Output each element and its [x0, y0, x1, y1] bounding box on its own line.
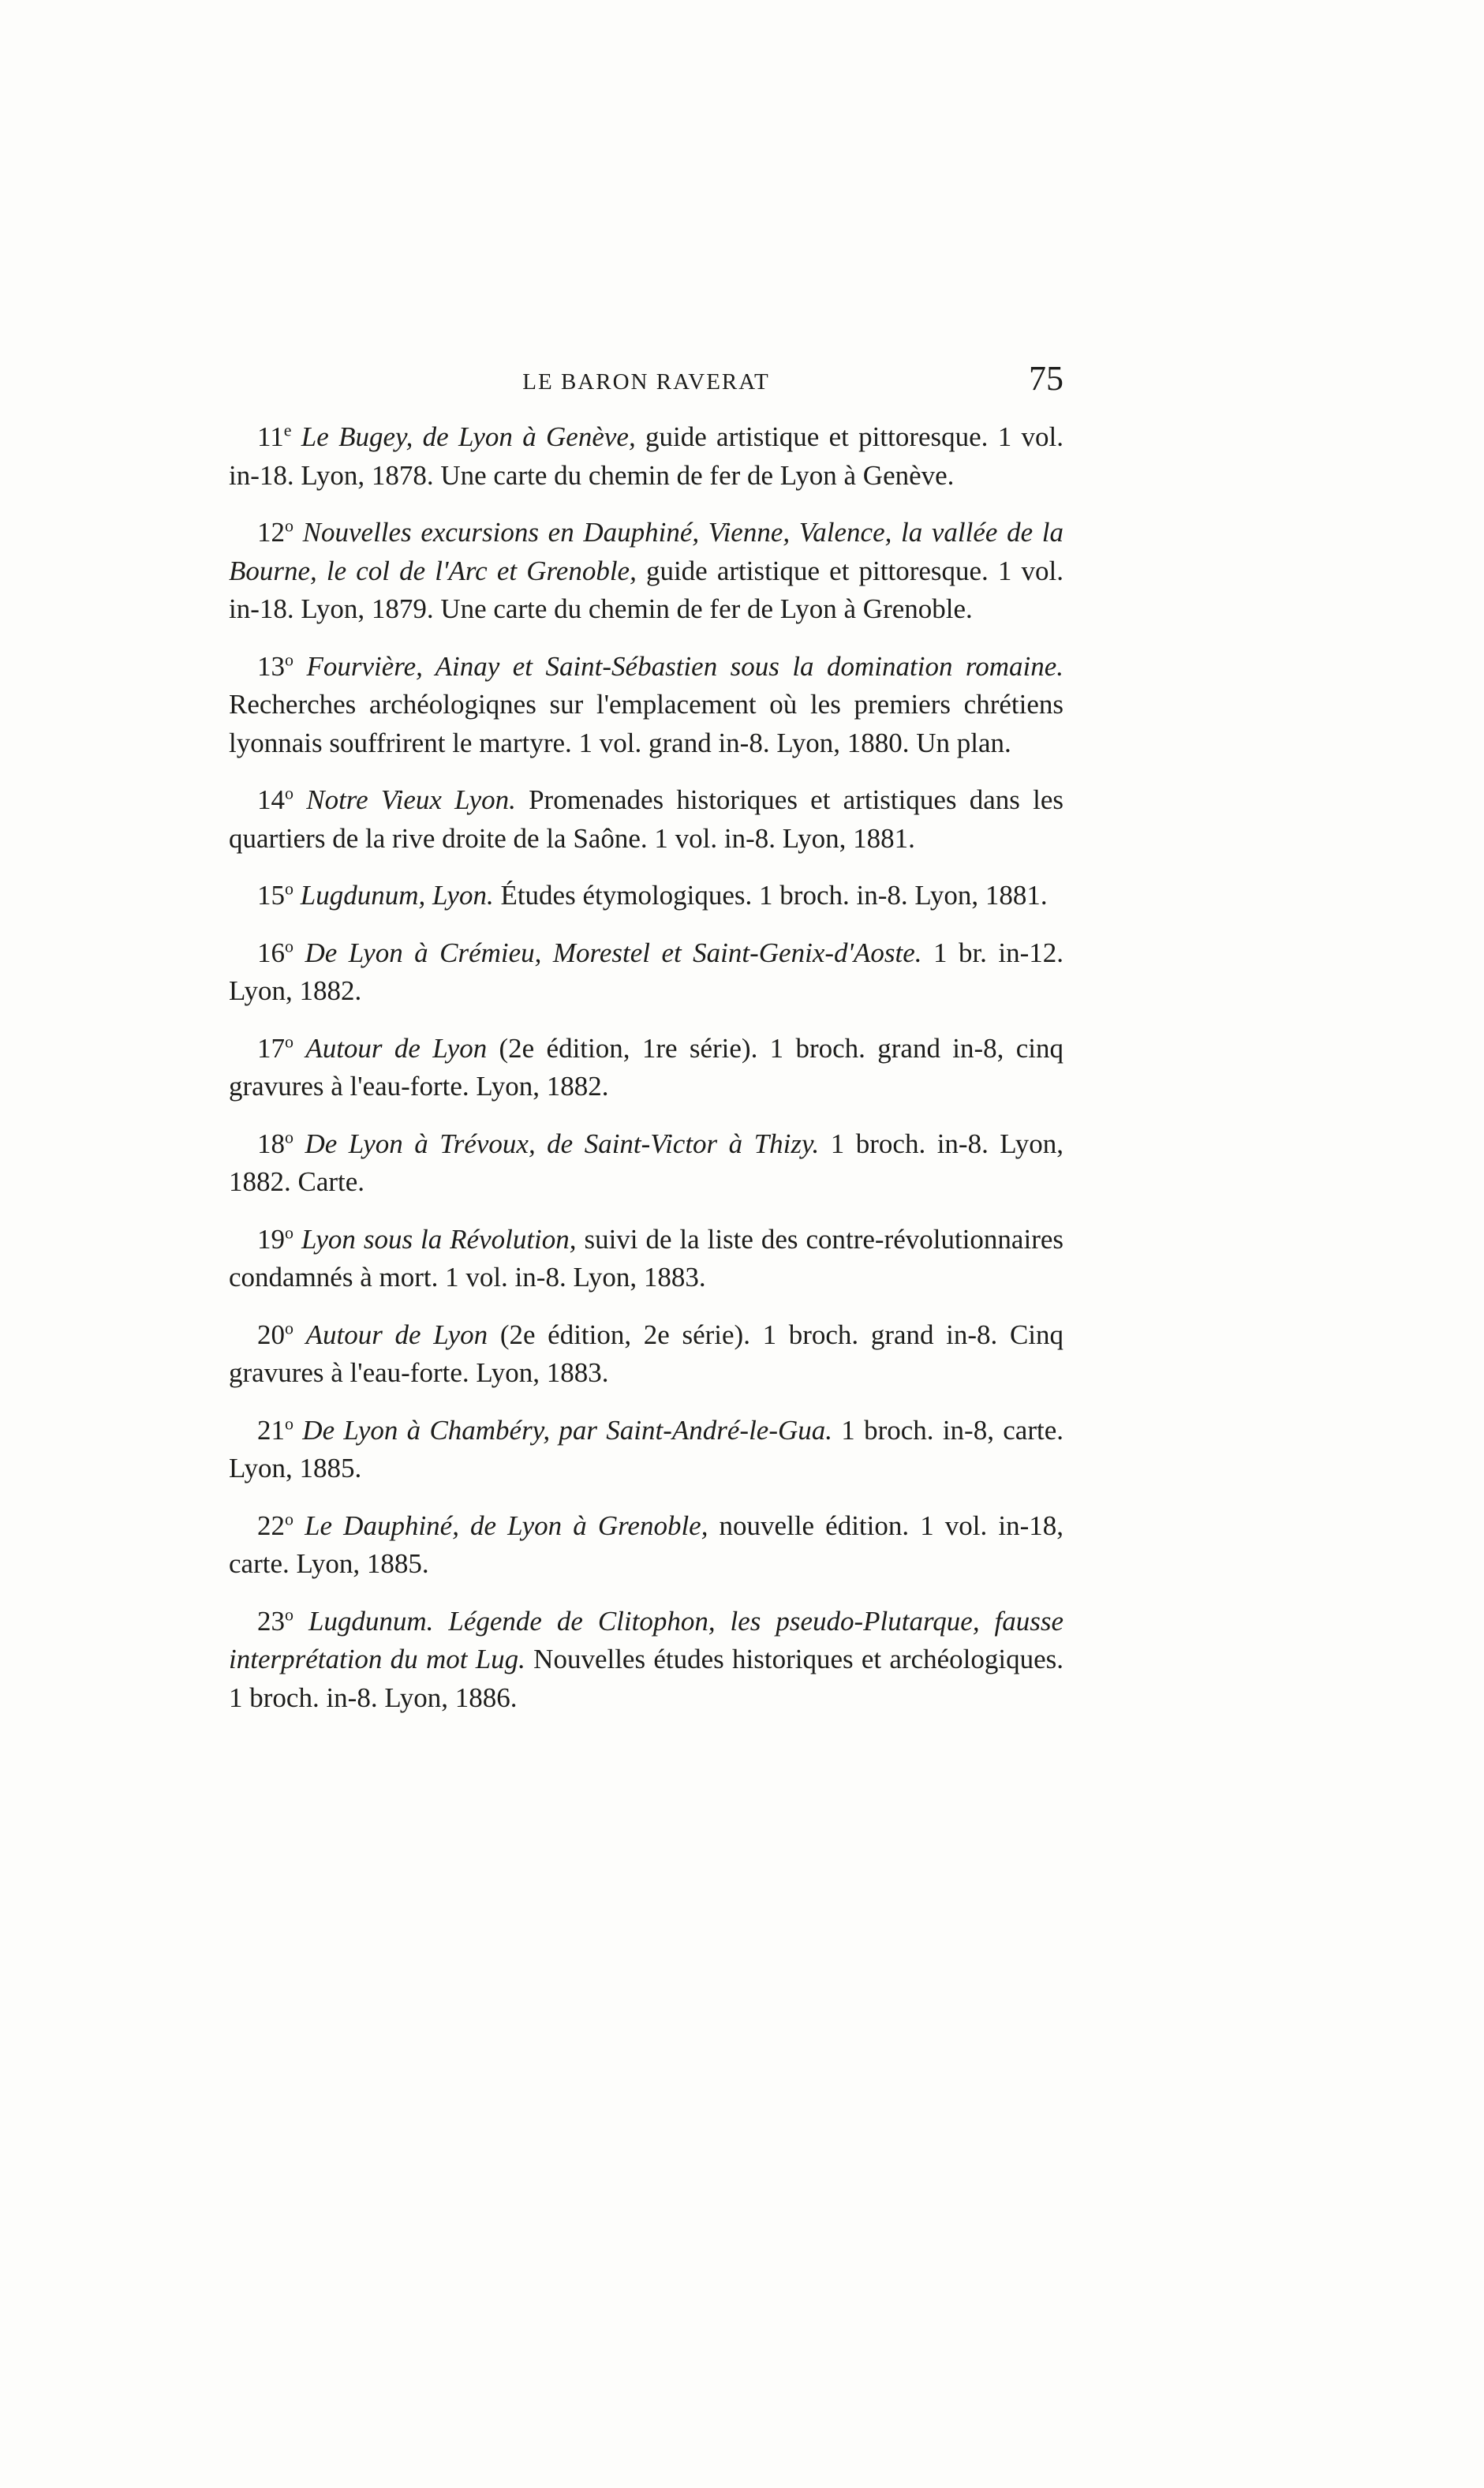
page-number: 75 [1029, 359, 1063, 398]
bibliography-entry: 12$^o$ Nouvelles excursions en Dauphiné, Vienne, Valence, la vallée de la Bourne, le col de l'Arc et Grenoble, guide artistique et pittoresque. 1 vol. in-18. Lyon, 1879. Une carte du chemin de fer de Lyon à Grenoble. [229, 515, 1063, 624]
page-header [229, 358, 1063, 406]
bibliography-entry: 20$^o$ Autour de Lyon (2e édition, 2e série). 1 broch. grand in-8. Cinq gravures à l'eau-forte. Lyon, 1883. [229, 1317, 1064, 1388]
bibliography-entry: 17$^o$ Autour de Lyon (2e édition, 1re série). 1 broch. grand in-8, cinq gravures à l'eau-forte. Lyon, 1882. [229, 1031, 1063, 1102]
bibliography-entry: 16$^o$ De Lyon à Crémieu, Morestel et Saint-Genix-d'Aoste. 1 br. in-12. Lyon, 1882. [229, 935, 1064, 1006]
bibliography-entry: 19$^o$ Lyon sous la Révolution, suivi de la liste des contre-révolutionnaires condamnés à mort. 1 vol. in-8. Lyon, 1883. [229, 1222, 1063, 1293]
bibliography-entry: 13$^o$ Fourvière, Ainay et Saint-Sébastien sous la domination romaine. Recherches archéologiqnes sur l'emplacement où les premiers chrétiens lyonnais souffrirent le martyre. 1 vol. grand in-8. Lyon, 1880. Un plan. [229, 649, 1063, 758]
bibliography-entry: 22$^o$ Le Dauphiné, de Lyon à Grenoble, nouvelle édition. 1 vol. in-18, carte. Lyon, 1885. [229, 1508, 1064, 1579]
running-title: LE BARON RAVERAT [522, 369, 770, 395]
bibliography-entry: 23$^o$ Lugdunum. Légende de Clitophon, les pseudo-Plutarque, fausse interprétation du mot Lug. Nouvelles études historiques et archéologiques. 1 broch. in-8. Lyon, 1886. [229, 1603, 1063, 1713]
bibliography-entry: 11e Le Bugey, de Lyon à Genève, guide artistique et pittoresque. 1 vol. in-18. Lyon, 1878. Une carte du chemin de fer de Lyon à Genève. [229, 420, 1063, 491]
bibliography-list [229, 418, 1063, 1736]
bibliography-entry: 14$^o$ Notre Vieux Lyon. Promenades historiques et artistiques dans les quartiers de la rive droite de la Saône. 1 vol. in-8. Lyon, 1881. [229, 783, 1063, 854]
bibliography-entry: 18$^o$ De Lyon à Trévoux, de Saint-Victor à Thizy. 1 broch. in-8. Lyon, 1882. Carte. [229, 1126, 1063, 1197]
bibliography-entry: 21$^o$ De Lyon à Chambéry, par Saint-André-le-Gua. 1 broch. in-8, carte. Lyon, 1885. [229, 1412, 1063, 1483]
bibliography-entry: 15$^o$ Lugdunum, Lyon. Études étymologiques. 1 broch. in-8. Lyon, 1881. [257, 878, 1048, 911]
